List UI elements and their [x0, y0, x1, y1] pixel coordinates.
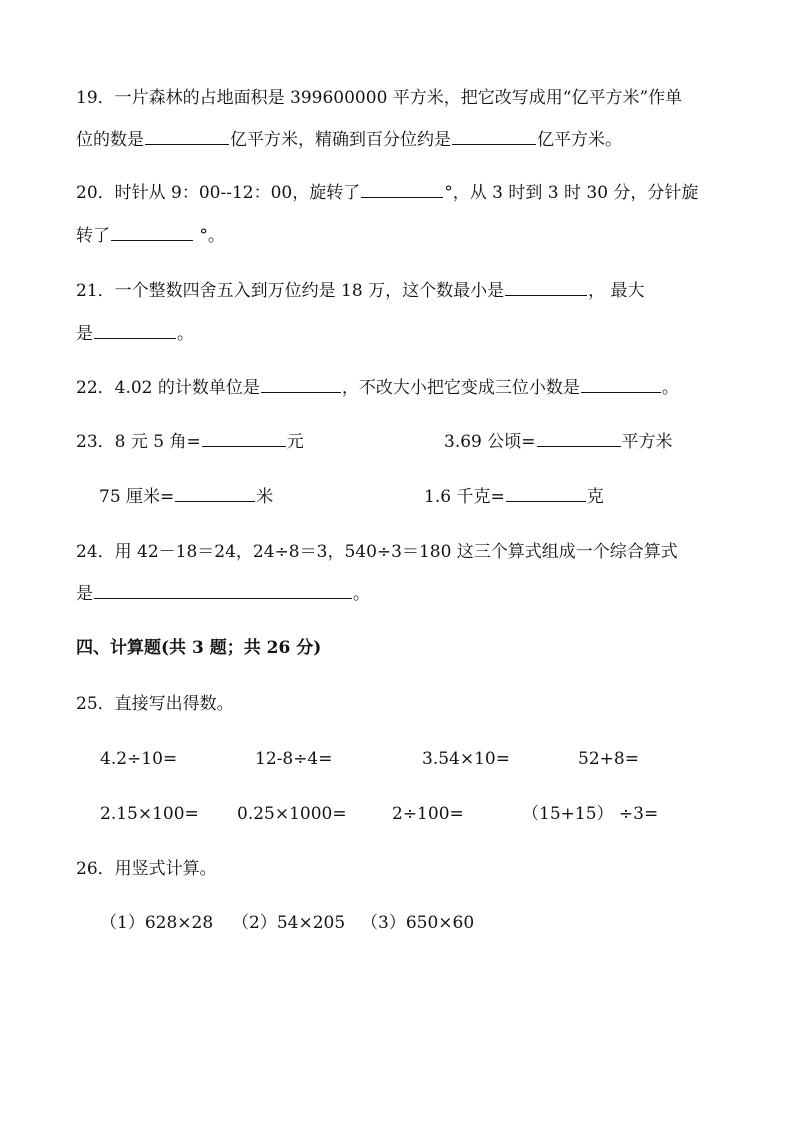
q23-row1-col1	[76, 430, 304, 454]
answer-blank[interactable]	[361, 181, 443, 198]
section-heading: 四、计算题(共 3 题；共 26 分)	[76, 638, 322, 658]
answer-blank[interactable]	[145, 128, 229, 145]
vertical-calc-item: （2）54×205	[232, 913, 346, 933]
answer-blank[interactable]	[505, 279, 587, 296]
q19-text: 19．一片森林的占地面积是 399600000 平方米，把它改写成用“亿平方米”作单	[76, 88, 683, 108]
q23-unit: 平方米	[621, 432, 673, 452]
q23-row2-col2	[424, 485, 604, 509]
q19-line2	[76, 128, 622, 152]
q23-unit: 克	[586, 487, 604, 507]
q23-text: 1.6 千克=	[424, 487, 505, 507]
answer-blank[interactable]	[581, 376, 661, 393]
q21-text-d: 。	[177, 324, 194, 344]
q20-text-d: °。	[194, 226, 225, 246]
calc-item: 2÷100=	[392, 804, 464, 824]
q19-line1	[76, 86, 682, 110]
answer-blank[interactable]	[537, 430, 621, 447]
answer-blank[interactable]	[175, 485, 255, 502]
q20-text-c: 转了	[76, 226, 110, 246]
vertical-calc-item: （1）628×28	[100, 913, 214, 933]
q21-text-a: 21．一个整数四舍五入到万位约是 18 万，这个数最小是	[76, 281, 505, 301]
q23-text: 3.69 公顷=	[444, 432, 536, 452]
calc-item: 52+8=	[578, 749, 639, 769]
q22-line	[76, 376, 679, 400]
q25-title: 25．直接写出得数。	[76, 694, 234, 714]
q21-line1	[76, 279, 644, 303]
q23-row1-col2	[444, 430, 673, 454]
q20-text-b: °，从 3 时到 3 时 30 分，分针旋	[444, 183, 699, 203]
q23-row2-col1	[99, 485, 273, 509]
q20-line2	[76, 224, 225, 248]
q26-title: 26．用竖式计算。	[76, 859, 217, 879]
answer-blank[interactable]	[94, 582, 352, 599]
calc-item: 0.25×1000=	[237, 804, 347, 824]
q23-unit: 米	[256, 487, 274, 507]
answer-blank[interactable]	[452, 128, 536, 145]
calc-item: 4.2÷10=	[100, 749, 178, 769]
q19-text-b: 亿平方米，精确到百分位约是	[230, 130, 451, 150]
q21-line2	[76, 322, 194, 346]
calc-item: 12-8÷4=	[255, 749, 333, 769]
q24-text-a: 是	[76, 584, 93, 604]
answer-blank[interactable]	[111, 224, 193, 241]
q20-text-a: 20．时针从 9：00--12：00，旋转了	[76, 183, 361, 203]
q19-text-c: 亿平方米。	[537, 130, 622, 150]
q23-text: 23．8 元 5 角=	[76, 432, 201, 452]
q24-text: 24．用 42－18＝24，24÷8＝3，540÷3＝180 这三个算式组成一个综合算式	[76, 542, 678, 562]
answer-blank[interactable]	[202, 430, 286, 447]
calc-item: 2.15×100=	[100, 804, 199, 824]
answer-blank[interactable]	[94, 322, 176, 339]
q20-line1	[76, 181, 698, 205]
q24-text-b: 。	[353, 584, 370, 604]
q24-line2	[76, 582, 370, 606]
calc-item: 3.54×10=	[422, 749, 510, 769]
q23-unit: 元	[286, 432, 304, 452]
q21-text-c: 是	[76, 324, 93, 344]
answer-blank[interactable]	[506, 485, 586, 502]
q22-text-b: ，不改大小把它变成三位小数是	[341, 378, 580, 398]
q24-line1	[76, 540, 678, 564]
q22-text-a: 22．4.02 的计数单位是	[76, 378, 260, 398]
calc-item: （15+15） ÷3=	[522, 804, 659, 824]
q19-text-a: 位的数是	[76, 130, 144, 150]
answer-blank[interactable]	[261, 376, 341, 393]
q22-text-c: 。	[661, 378, 679, 398]
q23-text: 75 厘米=	[99, 487, 175, 507]
vertical-calc-item: （3）650×60	[361, 913, 475, 933]
q21-text-b: ， 最大	[588, 281, 645, 301]
